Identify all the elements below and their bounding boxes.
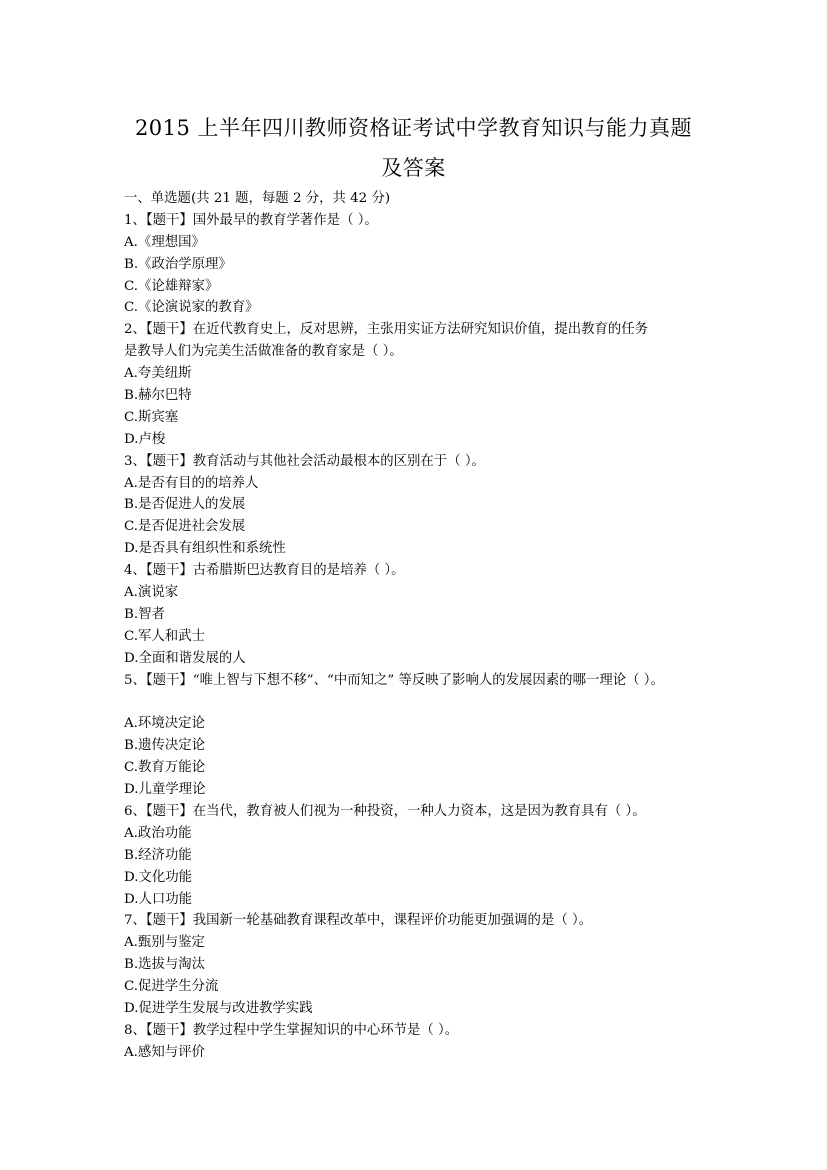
question-stem: 是教导人们为完美生活做准备的教育家是（ ）。: [124, 344, 403, 360]
answer-option: A.甄别与鉴定: [124, 935, 205, 951]
question-stem: 8、【题干】教学过程中学生掌握知识的中心环节是（ ）。: [124, 1022, 459, 1038]
question-stem: 5、【题干】“唯上智与下想不移”、“中而知之” 等反映了影响人的发展因素的哪一理论（ ）。: [124, 672, 664, 688]
question-stem: 6、【题干】在当代，教育被人们视为一种投资，一种人力资本，这是因为教育具有（ ）。: [124, 803, 646, 819]
answer-option: C.军人和武士: [124, 628, 205, 644]
answer-option: B.遗传决定论: [124, 738, 206, 754]
document-body: [124, 188, 724, 1064]
answer-option: A.演说家: [124, 585, 179, 601]
answer-option: B.选拔与淘汰: [124, 957, 206, 973]
answer-option: C.促进学生分流: [124, 979, 219, 995]
answer-option: A.是否有目的的培养人: [124, 475, 259, 491]
answer-option: D.卢梭: [124, 431, 166, 447]
question-7: [124, 910, 724, 1019]
question-4: [124, 560, 724, 669]
answer-option: C.是否促进社会发展: [124, 519, 246, 535]
question-3: [124, 451, 724, 560]
answer-option: D.全面和谐发展的人: [124, 650, 246, 666]
question-stem: 2、【题干】在近代教育史上，反对思辨，主张用实证方法研究知识价值，提出教育的任务: [124, 322, 649, 338]
question-1: [124, 210, 724, 319]
section-header: 一、单选题(共 21 题，每题 2 分，共 42 分): [124, 191, 391, 206]
answer-option: C.《论演说家的教育》: [124, 300, 259, 316]
answer-option: D.人口功能: [124, 891, 193, 907]
answer-option: B.《政治学原理》: [124, 256, 232, 272]
question-stem: 4、【题干】古希腊斯巴达教育目的是培养（ ）。: [124, 563, 405, 579]
question-stem: 3、【题干】教育活动与其他社会活动最根本的区别在于（ ）。: [124, 453, 485, 469]
answer-option: D.促进学生发展与改进教学实践: [124, 1000, 313, 1016]
answer-option: D.儿童学理论: [124, 782, 206, 798]
question-stem: 7、【题干】我国新一轮基础教育课程改革中，课程评价功能更加强调的是（ ）。: [124, 913, 593, 929]
answer-option: A.政治功能: [124, 825, 192, 841]
answer-option: B.是否促进人的发展: [124, 497, 246, 513]
document-title-line-2: 及答案: [381, 156, 446, 180]
question-2: [124, 319, 724, 450]
question-5: [124, 670, 724, 801]
answer-option: C.教育万能论: [124, 760, 205, 776]
document-title-line-1: 2015 上半年四川教师资格证考试中学教育知识与能力真题: [134, 116, 693, 140]
answer-option: A.感知与评价: [124, 1044, 205, 1060]
question-8: [124, 1020, 724, 1064]
answer-option: B.智者: [124, 606, 165, 622]
answer-option: A.环境决定论: [124, 716, 205, 732]
answer-option: D.是否具有组织性和系统性: [124, 541, 286, 557]
answer-option: A.《理想国》: [124, 234, 205, 250]
answer-option: C.《论雄辩家》: [124, 278, 219, 294]
question-6: [124, 801, 724, 910]
answer-option: A.夸美纽斯: [124, 366, 192, 382]
answer-option: C.斯宾塞: [124, 409, 179, 425]
blank-line: [124, 691, 724, 713]
question-stem: 1、【题干】国外最早的教育学著作是（ ）。: [124, 212, 378, 228]
answer-option: D.文化功能: [124, 869, 193, 885]
answer-option: B.经济功能: [124, 847, 192, 863]
answer-option: B.赫尔巴特: [124, 388, 192, 404]
